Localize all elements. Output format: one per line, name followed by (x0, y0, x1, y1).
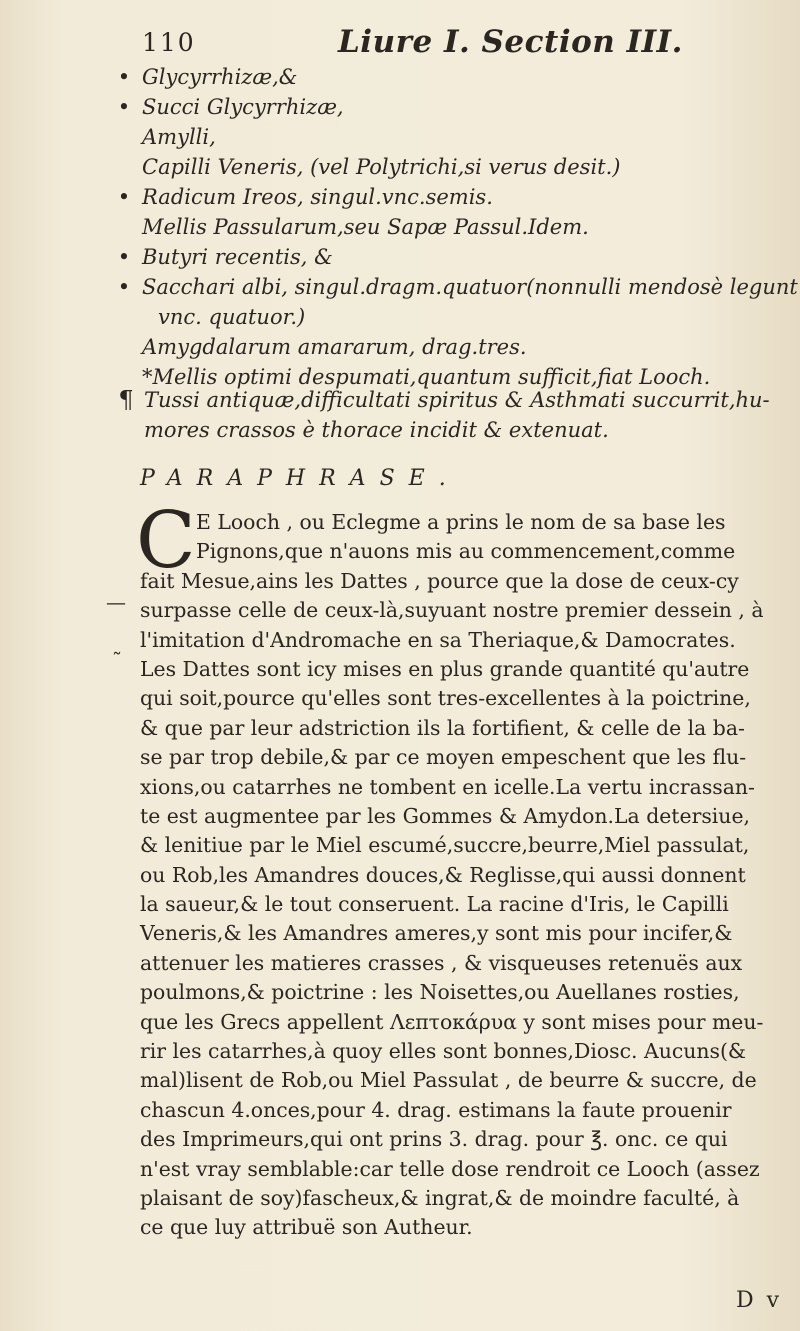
body-line: se par trop debile,& par ce moyen empeschent que les flu- (140, 745, 747, 770)
body-line: & que par leur adstriction ils la fortifient, & celle de la ba- (140, 715, 745, 740)
recipe-line (112, 242, 792, 272)
note-line: mores crassos è thorace incidit & extenuat. (144, 418, 609, 442)
recipe-line (112, 272, 798, 302)
recipe-text: Glycyrrhizæ,& (142, 65, 298, 89)
body-line: qui soit,pource qu'elles sont tres-excellentes à la poictrine, (140, 686, 751, 711)
body-line: des Imprimeurs,qui ont prins 3. drag. pour ℥. onc. ce qui (140, 1127, 728, 1152)
running-head: Liure I. Section III. (338, 24, 683, 60)
recipe-line (112, 92, 792, 122)
body-line: te est augmentee par les Gommes & Amydon.La detersiue, (140, 803, 750, 828)
body-line: mal)lisent de Rob,ou Miel Passulat , de beurre & succre, de (140, 1068, 757, 1093)
body-line: surpasse celle de ceux-là,suyuant nostre premier dessein , à (140, 598, 764, 623)
recipe-line (112, 332, 792, 362)
page-header (142, 24, 742, 62)
bullet-mark: • (117, 95, 131, 119)
bullet-mark: • (117, 185, 131, 209)
bullet-mark: • (117, 65, 131, 89)
drop-cap: C (136, 496, 196, 586)
body-line: rir les catarrhes,à quoy elles sont bonnes,Diosc. Aucuns(& (140, 1039, 747, 1064)
pilcrow-icon: ¶ (118, 386, 134, 414)
section-title: PARAPHRASE. (140, 466, 460, 491)
marginal-mark: ˜ (112, 648, 122, 672)
body-line: la saueur,& le tout conseruent. La racine d'Iris, le Capilli (140, 892, 729, 917)
recipe-text: *Mellis optimi despumati,quantum sufficit,fiat Looch. (142, 365, 711, 389)
recipe-text: Amygdalarum amararum, drag.tres. (142, 335, 527, 359)
body-line: xions,ou catarrhes ne tombent en icelle.La vertu incrassan- (140, 774, 755, 799)
body-line: Veneris,& les Amandres ameres,y sont mis pour incifer,& (140, 921, 733, 946)
recipe-list (112, 62, 798, 392)
recipe-text: Amylli, (142, 125, 216, 149)
body-line: poulmons,& poictrine : les Noisettes,ou Auellanes rosties, (140, 980, 740, 1005)
body-line: fait Mesue,ains les Dattes , pource que la dose de ceux-cy (140, 568, 739, 593)
body-line: chascun 4.onces,pour 4. drag. estimans la faute prouenir (140, 1097, 732, 1122)
body-line: Les Dattes sont icy mises en plus grande quantité qu'autre (140, 656, 750, 681)
recipe-line (112, 122, 792, 152)
recipe-line (112, 212, 792, 242)
body-line: & lenitiue par le Miel escumé,succre,beurre,Miel passulat, (140, 833, 750, 858)
paraphrase-body (136, 496, 780, 1243)
page-number: 110 (142, 28, 196, 57)
marginal-arrow-mark: — (106, 590, 126, 614)
body-line: attenuer les matieres crasses , & visqueuses retenuës aux (140, 950, 743, 975)
recipe-text: vnc. quatuor.) (158, 305, 306, 329)
body-line: E Looch , ou Eclegme a prins le nom de sa base les (196, 510, 726, 534)
body-line: Pignons,que n'auons mis au commencement,comme (196, 539, 736, 564)
body-line: ce que luy attribuë son Autheur. (140, 1215, 473, 1240)
body-line: plaisant de soy)fascheux,& ingrat,& de moindre faculté, à (140, 1185, 740, 1210)
bullet-mark: • (117, 275, 131, 299)
recipe-text: Mellis Passularum,seu Sapæ Passul.Idem. (142, 215, 589, 239)
recipe-line (112, 152, 792, 182)
recipe-text: Radicum Ireos, singul.vnc.semis. (142, 185, 493, 209)
recipe-text: Sacchari albi, singul.dragm.quatuor(nonnulli mendosè legunt (142, 275, 798, 299)
recipe-text: Succi Glycyrrhizæ, (142, 95, 344, 119)
recipe-text: Capilli Veneris, (vel Polytrichi,si verus desit.) (142, 155, 621, 179)
body-line: n'est vray semblable:car telle dose rendroit ce Looch (assez (140, 1156, 760, 1181)
note-line: Tussi antiquæ,difficultati spiritus & Asthmati succurrit,hu- (144, 388, 770, 412)
recipe-line (112, 302, 792, 332)
recipe-line (112, 182, 792, 212)
bullet-mark: • (117, 245, 131, 269)
recipe-line (112, 62, 792, 92)
catchword: D v (736, 1288, 783, 1313)
body-line: ou Rob,les Amandres douces,& Reglisse,qui aussi donnent (140, 862, 746, 887)
body-line: l'imitation d'Andromache en sa Theriaque,& Damocrates. (140, 627, 736, 652)
body-line: que les Grecs appellent Λεπτοκάρυα y sont mises pour meu- (140, 1009, 764, 1034)
recipe-text: Butyri recentis, & (142, 245, 333, 269)
